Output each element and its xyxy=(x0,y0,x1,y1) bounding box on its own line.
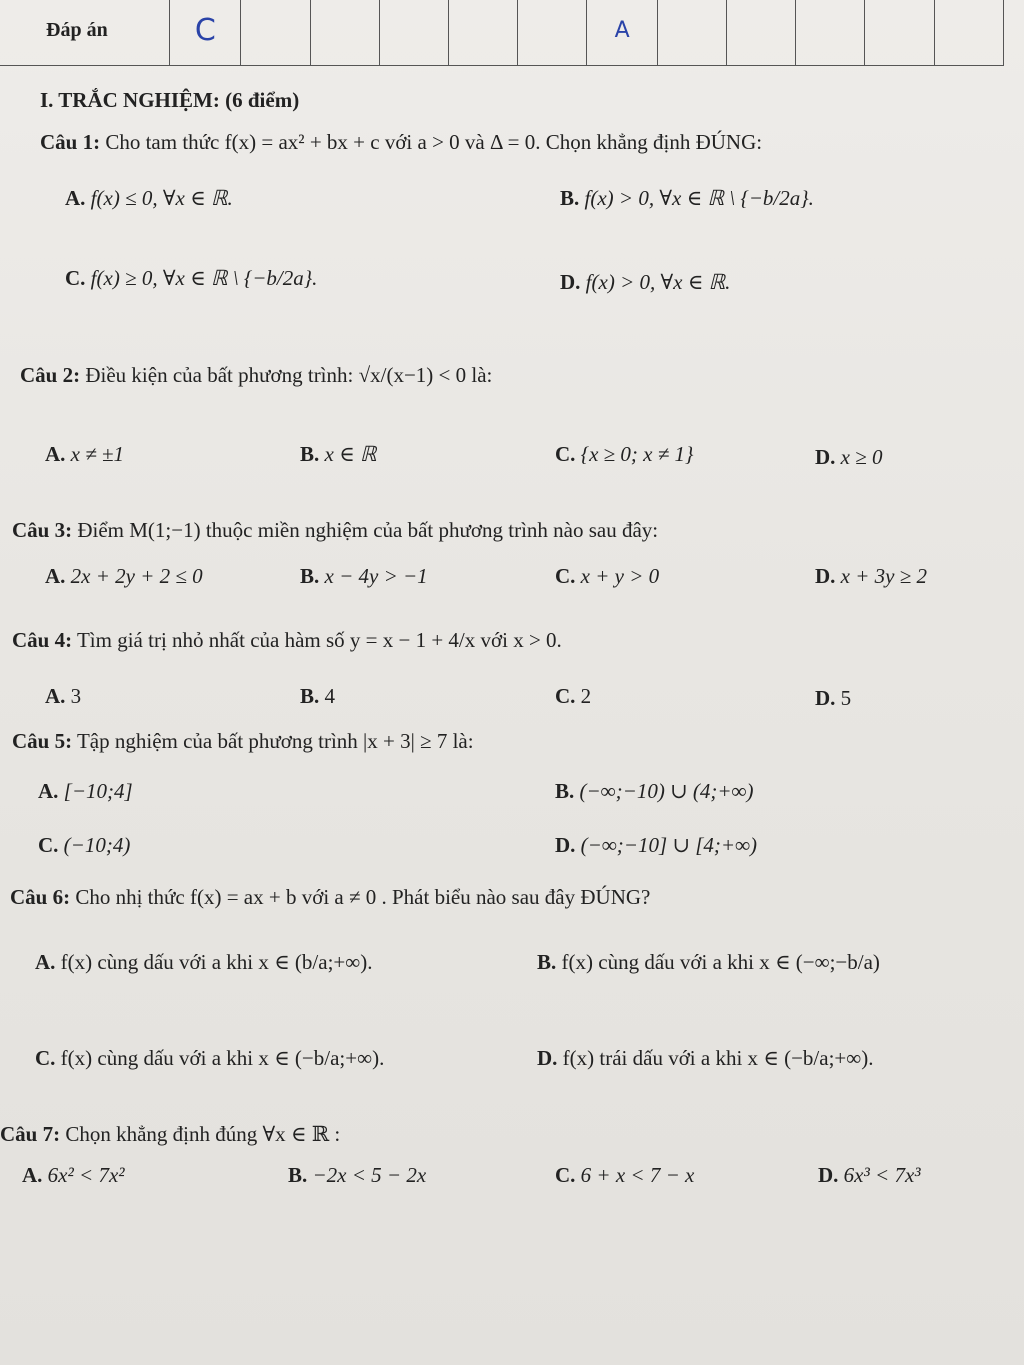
q3-option-b: B. x − 4y > −1 xyxy=(300,564,428,588)
question-3-text: Điểm M(1;−1) thuộc miền nghiệm của bất phương trình nào sau đây: xyxy=(77,518,659,542)
q1-option-d: D. f(x) > 0, ∀x ∈ ℝ. xyxy=(560,270,731,294)
q4-option-b: B. 4 xyxy=(300,684,336,708)
q7-option-c: C. 6 + x < 7 − x xyxy=(555,1163,695,1187)
answer-table-header: Đáp án xyxy=(0,0,170,66)
q2-option-a: A. x ≠ ±1 xyxy=(45,442,125,466)
answer-cell xyxy=(796,0,865,66)
answer-cell xyxy=(518,0,587,66)
q3-option-d: D. x + 3y ≥ 2 xyxy=(815,564,928,588)
question-7-text: Chọn khẳng định đúng ∀x ∈ ℝ : xyxy=(65,1122,341,1146)
question-6: Câu 6: Cho nhị thức f(x) = ax + b với a ≠ 0 . Phát biểu nào sau đây ĐÚNG? xyxy=(10,885,651,909)
q1-option-a: A. f(x) ≤ 0, ∀x ∈ ℝ. xyxy=(65,186,233,210)
question-4-text: Tìm giá trị nhỏ nhất của hàm số y = x − 1 + 4/x với x > 0. xyxy=(76,628,562,652)
answer-cell: C xyxy=(170,0,241,66)
question-7: Câu 7: Chọn khẳng định đúng ∀x ∈ ℝ : xyxy=(0,1122,341,1146)
q6-option-a: A. f(x) cùng dấu với a khi x ∈ (b/a;+∞). xyxy=(35,950,373,974)
answer-cell xyxy=(241,0,310,66)
question-3: Câu 3: Điểm M(1;−1) thuộc miền nghiệm của bất phương trình nào sau đây: xyxy=(12,518,659,542)
q6-option-b: B. f(x) cùng dấu với a khi x ∈ (−∞;−b/a) xyxy=(537,950,880,974)
answer-cell: A xyxy=(587,0,657,66)
q5-option-b: B. (−∞;−10) ∪ (4;+∞) xyxy=(555,779,754,803)
question-5: Câu 5: Tập nghiệm của bất phương trình |x + 3| ≥ 7 là: xyxy=(12,729,474,753)
q5-option-d: D. (−∞;−10] ∪ [4;+∞) xyxy=(555,833,758,857)
q3-option-a: A. 2x + 2y + 2 ≤ 0 xyxy=(45,564,203,588)
question-5-text: Tập nghiệm của bất phương trình |x + 3| ≥ 7 là: xyxy=(76,729,474,753)
answer-cell xyxy=(934,0,1003,66)
answer-table xyxy=(0,0,1004,66)
q2-option-c: C. {x ≥ 0; x ≠ 1} xyxy=(555,442,694,466)
q3-option-c: C. x + y > 0 xyxy=(555,564,660,588)
question-2-text: Điều kiện của bất phương trình: √x/(x−1) < 0 là: xyxy=(85,363,493,387)
q7-option-a: A. 6x² < 7x² xyxy=(22,1163,125,1187)
q6-option-d: D. f(x) trái dấu với a khi x ∈ (−b/a;+∞). xyxy=(537,1046,874,1070)
q2-option-b: B. x ∈ ℝ xyxy=(300,442,377,466)
q2-option-d: D. x ≥ 0 xyxy=(815,445,883,469)
answer-cell xyxy=(865,0,934,66)
q7-option-d: D. 6x³ < 7x³ xyxy=(818,1163,921,1187)
q5-option-a: A. [−10;4] xyxy=(38,779,133,803)
answer-cell xyxy=(310,0,379,66)
q1-option-b: B. f(x) > 0, ∀x ∈ ℝ \ {−b/2a}. xyxy=(560,186,814,210)
answer-cell xyxy=(727,0,796,66)
answer-cell xyxy=(448,0,517,66)
question-2: Câu 2: Điều kiện của bất phương trình: √x/(x−1) < 0 là: xyxy=(20,363,493,387)
q5-option-c: C. (−10;4) xyxy=(38,833,131,857)
section-title: I. TRẮC NGHIỆM: (6 điểm) xyxy=(40,88,300,112)
answer-cell xyxy=(657,0,726,66)
question-6-text: Cho nhị thức f(x) = ax + b với a ≠ 0 . Phát biểu nào sau đây ĐÚNG? xyxy=(75,885,651,909)
q4-option-a: A. 3 xyxy=(45,684,82,708)
q4-option-c: C. 2 xyxy=(555,684,592,708)
q1-option-c: C. f(x) ≥ 0, ∀x ∈ ℝ \ {−b/2a}. xyxy=(65,266,318,290)
question-1-text: Cho tam thức f(x) = ax² + bx + c với a > 0 và Δ = 0. Chọn khẳng định ĐÚNG: xyxy=(105,130,763,154)
question-1: Câu 1: Cho tam thức f(x) = ax² + bx + c với a > 0 và Δ = 0. Chọn khẳng định ĐÚNG: xyxy=(40,130,763,154)
answer-cell xyxy=(379,0,448,66)
q6-option-c: C. f(x) cùng dấu với a khi x ∈ (−b/a;+∞). xyxy=(35,1046,385,1070)
q4-option-d: D. 5 xyxy=(815,686,852,710)
q7-option-b: B. −2x < 5 − 2x xyxy=(288,1163,427,1187)
question-4: Câu 4: Tìm giá trị nhỏ nhất của hàm số y = x − 1 + 4/x với x > 0. xyxy=(12,628,562,652)
